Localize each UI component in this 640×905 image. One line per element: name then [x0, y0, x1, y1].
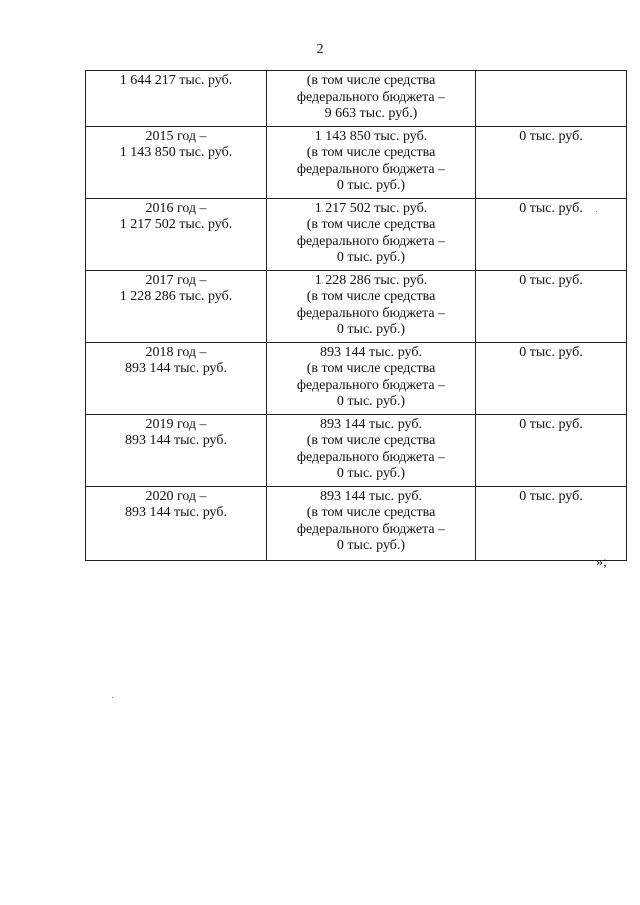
total-cell — [86, 270, 267, 342]
cell-text-line: 0 тыс. руб. — [519, 200, 583, 216]
cell-text-line: 1 143 850 тыс. руб. — [119, 145, 233, 160]
cell-text-line: 0 тыс. руб.) — [336, 394, 406, 409]
cell-text-line: 893 144 тыс. руб. — [320, 488, 422, 504]
cell-text-line: 0 тыс. руб. — [519, 488, 583, 504]
table-row — [86, 342, 627, 414]
cell-text-line: 0 тыс. руб. — [519, 128, 583, 144]
cell-text-line: федерального бюджета – — [296, 449, 446, 465]
total-cell — [86, 71, 267, 127]
cell-text-line: (в том числе средства — [306, 145, 436, 160]
other-cell — [476, 342, 627, 414]
cell-text-line: (в том числе средства — [306, 217, 436, 232]
cell-text-line: 0 тыс. руб. — [519, 344, 583, 360]
cell-text-line: 893 144 тыс. руб. — [320, 344, 422, 360]
regional-cell — [267, 486, 476, 560]
scan-speck — [112, 697, 113, 698]
budget-table-body — [86, 71, 627, 561]
cell-text-line: федерального бюджета – — [296, 521, 446, 537]
table-row — [86, 414, 627, 486]
budget-table — [85, 70, 627, 561]
regional-cell — [267, 270, 476, 342]
total-cell — [86, 126, 267, 198]
cell-text-line: федерального бюджета – — [296, 161, 446, 177]
cell-text-line: федерального бюджета – — [296, 89, 446, 105]
cell-text-line: (в том числе средства — [306, 505, 436, 520]
scan-speck — [596, 211, 597, 212]
cell-text-line: федерального бюджета – — [296, 305, 446, 321]
cell-text-line: (в том числе средства — [306, 433, 436, 448]
cell-text-line: (в том числе средства — [306, 361, 436, 376]
cell-text-line: 2019 год – — [145, 416, 207, 432]
cell-text-line: 2018 год – — [145, 344, 207, 360]
cell-text-line: (в том числе средства — [306, 73, 436, 88]
cell-text-line: 0 тыс. руб. — [519, 416, 583, 432]
cell-text-line: 893 144 тыс. руб. — [125, 361, 227, 376]
cell-text-line: федерального бюджета – — [296, 233, 446, 249]
page-number: 2 — [316, 42, 324, 57]
cell-text-line: 893 144 тыс. руб. — [125, 505, 227, 520]
cell-text-line: 9 663 тыс. руб.) — [324, 106, 418, 121]
cell-text-line: 0 тыс. руб. — [519, 272, 583, 288]
table-row — [86, 71, 627, 127]
cell-text-line: 1 217 502 тыс. руб. — [314, 200, 428, 216]
other-cell — [476, 126, 627, 198]
regional-cell — [267, 342, 476, 414]
total-cell — [86, 198, 267, 270]
cell-text-line: 2020 год – — [145, 488, 207, 504]
cell-text-line: 2015 год – — [145, 128, 207, 144]
cell-text-line: 0 тыс. руб.) — [336, 322, 406, 337]
cell-text-line: 893 144 тыс. руб. — [320, 416, 422, 432]
regional-cell — [267, 198, 476, 270]
table-row — [86, 270, 627, 342]
cell-text-line: 2017 год – — [145, 272, 207, 288]
cell-text-line: 0 тыс. руб.) — [336, 538, 406, 553]
regional-cell — [267, 414, 476, 486]
total-cell — [86, 486, 267, 560]
cell-text-line: 2016 год – — [145, 200, 207, 216]
cell-text-line: 1 228 286 тыс. руб. — [314, 272, 428, 288]
regional-cell — [267, 126, 476, 198]
table-row — [86, 198, 627, 270]
total-cell — [86, 414, 267, 486]
cell-text-line: 0 тыс. руб.) — [336, 250, 406, 265]
cell-text-line: 893 144 тыс. руб. — [125, 433, 227, 448]
other-cell — [476, 414, 627, 486]
cell-text-line: федерального бюджета – — [296, 377, 446, 393]
other-cell — [476, 486, 627, 560]
table-row — [86, 486, 627, 560]
cell-text-line: 0 тыс. руб.) — [336, 178, 406, 193]
regional-cell — [267, 71, 476, 127]
cell-text-line: 1 217 502 тыс. руб. — [119, 217, 233, 232]
other-cell — [476, 198, 627, 270]
cell-text-line: 0 тыс. руб.) — [336, 466, 406, 481]
closing-quote-mark: »; — [596, 555, 607, 570]
other-cell — [476, 71, 627, 127]
cell-text-line: 1 228 286 тыс. руб. — [119, 289, 233, 304]
total-cell — [86, 342, 267, 414]
table-row — [86, 126, 627, 198]
other-cell — [476, 270, 627, 342]
cell-text-line: 1 143 850 тыс. руб. — [314, 128, 428, 144]
cell-text-line: (в том числе средства — [306, 289, 436, 304]
cell-text-line: 1 644 217 тыс. руб. — [119, 73, 233, 88]
